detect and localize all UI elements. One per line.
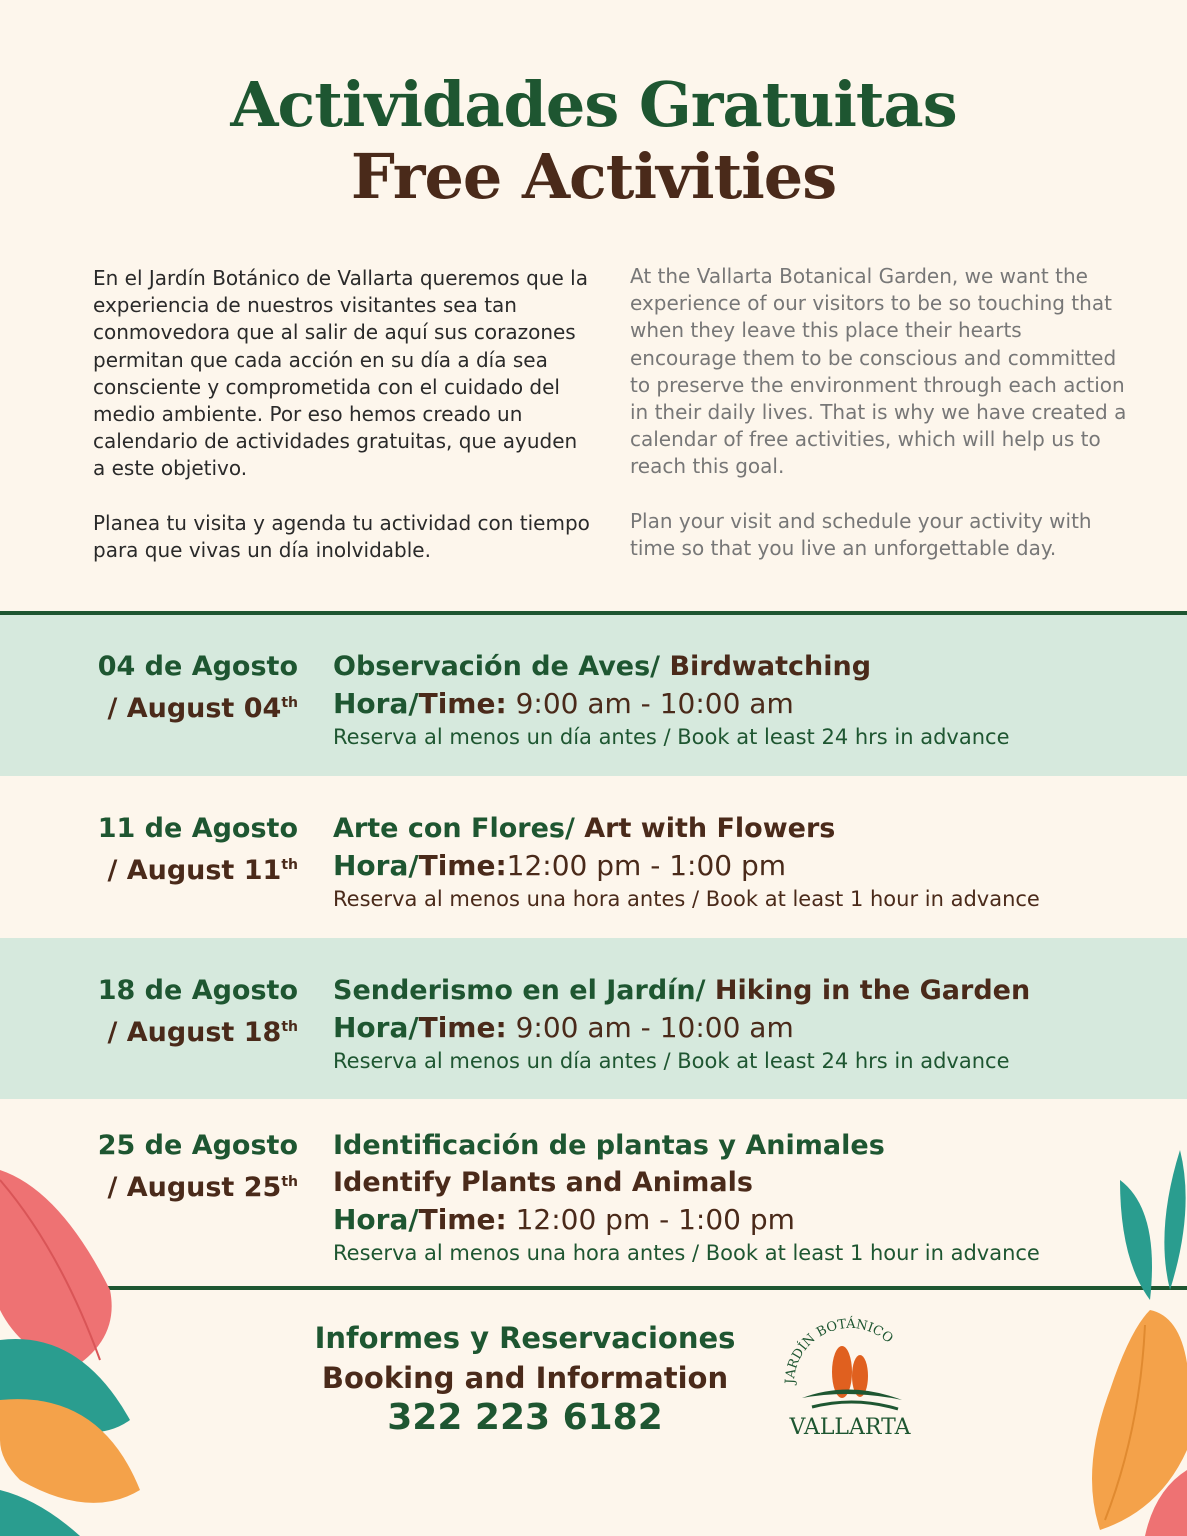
footer-en: Booking and Information [321,1361,729,1395]
intro-en-p1: At the Vallarta Botanical Garden, we want the experience of our visitors to be so touching that when they leave this place their hearts encourage them to be conscious and committed to preserve the environment through each action in their daily lives. That is why we have created a calendar of free activities, which will help us to reach this goal. [630,264,1127,479]
activity-row [0,776,1187,938]
logo-name: VALLARTA [789,1415,911,1440]
intro-es-p1: En el Jardín Botánico de Vallarta queremos que la experiencia de nuestros visitantes sea tan conmovedora que al salir de aquí sus corazones permitan que cada acción en su día a día sea consciente y comprometida con el cuidado del medio ambiente. Por eso hemos creado un calendario de actividades gratuitas, que ayuden a este objetivo. [93,266,588,481]
logo-arc-text: JARDÍN BOTÁNICO [782,1316,896,1385]
activity-info: Identificación de plantas y Animales Identify Plants and Animals Hora/Time: 12:00 pm - 1:00 pm Reserva al menos una hora antes / Book at least 1 hour in advance [333,1130,1040,1265]
intro-en [630,263,1130,589]
activity-row [0,615,1187,776]
phone-number[interactable]: 322 223 6182 [387,1397,663,1438]
activity-info: Observación de Aves/ Birdwatching Hora/Time: 9:00 am - 10:00 am Reserva al menos un día antes / Book at least 24 hrs in advance [333,651,1010,749]
intro-es [93,265,593,591]
activity-info: Arte con Flores/ Art with Flowers Hora/Time:12:00 pm - 1:00 pm Reserva al menos una hora antes / Book at least 1 hour in advance [333,813,1040,911]
activity-info: Senderismo en el Jardín/ Hiking in the Garden Hora/Time: 9:00 am - 10:00 am Reserva al menos un día antes / Book at least 24 hrs in advance [333,975,1031,1073]
activity-date: 18 de Agosto / August 18th [97,975,298,1048]
title-es: Actividades Gratuitas [230,68,957,141]
footer-contact [280,1318,770,1438]
activity-row [0,938,1187,1099]
activity-date: 04 de Agosto / August 04th [97,651,298,724]
title-en: Free Activities [350,140,837,213]
leaves-left-decoration [0,1160,170,1536]
activity-date: 25 de Agosto / August 25th [97,1130,298,1203]
activity-row [0,1099,1187,1287]
intro-es-p2: Planea tu visita y agenda tu actividad con tiempo para que vivas un día inolvidable. [93,510,590,562]
footer-es: Informes y Reservaciones [314,1321,736,1355]
jardin-botanico-logo [780,1312,920,1440]
activity-date: 11 de Agosto / August 11th [97,813,298,886]
divider [0,1286,1187,1290]
intro-en-p2: Plan your visit and schedule your activity with time so that you live an unforgettable day. [630,508,1092,560]
leaves-right-decoration [1060,1150,1187,1536]
